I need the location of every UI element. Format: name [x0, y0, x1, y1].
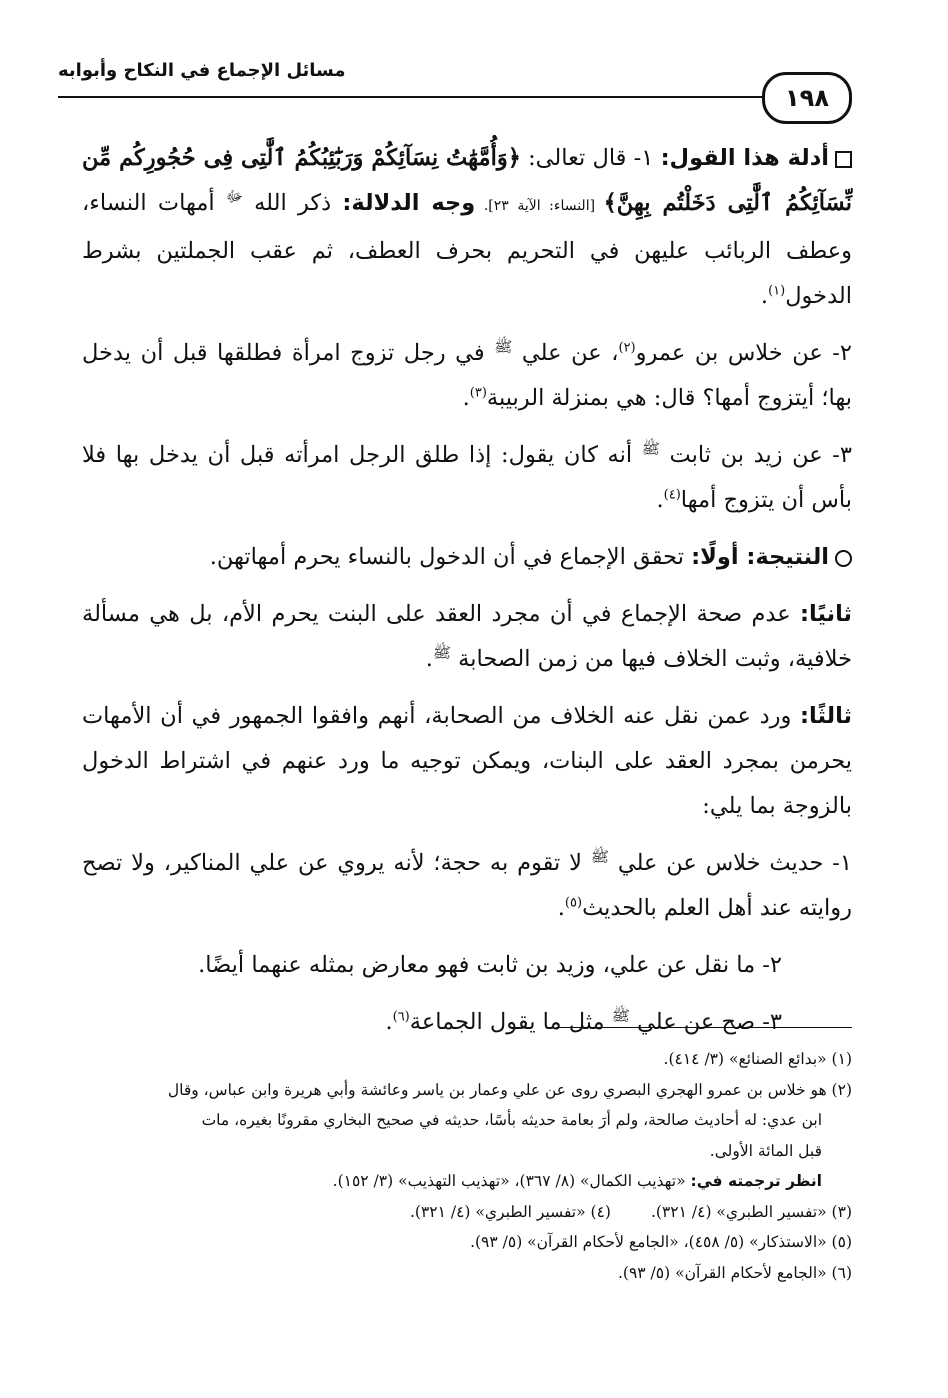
quran-verse: ﴿وَأُمَّهَٰتُ نِسَآئِكُمْ وَرَبَٰٓئِبُكُمُ ٱلَّٰتِى فِى حُجُورِكُم مِّن نِّسَآئِكُمُ ٱلَّٰتِى دَخَلْتُم بِهِنَّ﴾: [82, 145, 852, 216]
footnote-1: (١) «بدائع الصنائع» (٣/ ٤١٤).: [663, 1050, 852, 1068]
footnote-marker[interactable]: (١): [768, 283, 786, 299]
square-bullet-icon: [835, 151, 852, 168]
main-text: [82, 136, 852, 1057]
footnote-3: (٣) «تفسير الطبري» (٤/ ٣٢١).: [650, 1202, 852, 1221]
verse-reference: [النساء: الآية ٢٣].: [475, 198, 604, 214]
footnotes: [82, 1044, 852, 1288]
footnote-marker[interactable]: (٢): [618, 340, 636, 356]
footnote-5: (٥) «الاستذكار» (٥/ ٤٥٨)، «الجامع لأحكام القرآن» (٥/ ٩٣).: [470, 1233, 852, 1251]
third-label: ثالثًا:: [800, 703, 852, 729]
honorific-icon: ﷺ: [432, 643, 452, 662]
footnote-separator: [556, 1027, 852, 1028]
circle-bullet-icon: [835, 550, 852, 567]
footnote-2-continued: ابن عدي: له أحاديث صالحة، ولم أرَ بعامة حديثه بأسًا، حديثه في صحيح البخاري مقرونًا بغيره، مات: [201, 1111, 822, 1129]
running-header-title: مسائل الإجماع في النكاح وأبوابه: [58, 60, 346, 81]
list-item-3: ٣- صح عن علي $^ﷺ$ مثل ما يقول الجماعة$^{(٦)}$.: [385, 1006, 782, 1035]
paragraph-third: ثالثًا: ورد عمن نقل عنه الخلاف من الصحابة، أنهم وافقوا الجمهور في أن الأمهات يحرمن بمجرد العقد على البنات، ويمكن توجيه ما ورد عنهم في اشتراط الدخول بالزوجة بما يلي:: [82, 703, 852, 819]
paragraph-evidence: أدلة هذا القول: ١- قال تعالى: ﴿وَأُمَّهَٰتُ نِسَآئِكُمْ وَرَبَٰٓئِبُكُمُ ٱلَّٰتِى فِى حُجُورِكُم مِّن نِّسَآئِكُمُ ٱلَّٰتِى دَخَلْتُم بِهِنَّ﴾ [النساء: الآية ٢٣]. وجه الدلالة: ذكر الله $^ﷻ$ أمهات النساء، وعطف الربائب عليهن في التحريم بحرف العطف، ثم عقب الجملتين بشرط الدخول$^{(١)}$.: [82, 145, 852, 309]
footnote-marker[interactable]: (٥): [564, 895, 583, 911]
first-label: أولًا:: [691, 544, 747, 570]
paragraph-khilas: ٢- عن خلاس بن عمرو$^{(٢)}$، عن علي $^ﷺ$ في رجل تزوج امرأة فطلقها قبل أن يدخل بها؛ أيتزوج أمها؟ قال: هي بمنزلة الربيبة$^{(٣)}$.: [82, 337, 852, 411]
footnote-2-continued: قبل المائة الأولى.: [709, 1141, 822, 1160]
list-item-1: ١- حديث خلاس عن علي $^ﷺ$ لا تقوم به حجة؛ لأنه يروي عن علي المناكير، ولا تصح روايته عند أهل العلم بالحديث$^{(٥)}$.: [82, 847, 852, 921]
footnote-2-bio: انظر ترجمته في: «تهذيب الكمال» (٨/ ٣٦٧)، «تهذيب التهذيب» (٣/ ١٥٢).: [332, 1172, 822, 1190]
list-item-2: ٢- ما نقل عن علي، وزيد بن ثابت فهو معارض بمثله عنهما أيضًا.: [198, 952, 782, 978]
paragraph-result-first: النتيجة: أولًا: تحقق الإجماع في أن الدخول بالنساء يحرم أمهاتهن.: [82, 535, 852, 580]
footnote-marker[interactable]: (٦): [392, 1009, 410, 1025]
indication-heading: وجه الدلالة:: [342, 190, 476, 216]
paragraph-second: ثانيًا: عدم صحة الإجماع في أن مجرد العقد على البنت يحرم الأم، بل هي مسألة خلافية، وثبت الخلاف فيها من زمن الصحابة $^ﷺ$.: [82, 601, 852, 672]
paragraph-zayd: ٣- عن زيد بن ثابت $^ﷺ$ أنه كان يقول: إذا طلق الرجل امرأته قبل أن يدخل بها فلا بأس أن يتزوج أمها$^{(٤)}$.: [82, 439, 852, 513]
second-label: ثانيًا:: [800, 601, 852, 627]
header-rule: [58, 96, 773, 98]
evidence-heading: أدلة هذا القول:: [660, 145, 829, 171]
honorific-icon: ﷺ: [590, 847, 609, 866]
honorific-icon: ﷺ: [494, 337, 513, 356]
footnote-marker[interactable]: (٤): [663, 487, 681, 503]
honorific-icon: ﷻ: [225, 187, 243, 206]
result-heading: النتيجة:: [746, 544, 829, 570]
footnotes-3-4: [82, 1197, 852, 1228]
footnote-4: (٤) «تفسير الطبري» (٤/ ٣٢١).: [409, 1202, 611, 1221]
page-number: ١٩٨: [762, 72, 852, 124]
footnote-2: (٢) هو خلاس بن عمرو الهجري البصري روى عن علي وعمار بن ياسر وعائشة وأبي هريرة وابن عباس، وقال: [167, 1080, 852, 1099]
honorific-icon: ﷺ: [611, 1006, 630, 1025]
honorific-icon: ﷺ: [641, 439, 660, 458]
footnote-marker[interactable]: (٣): [469, 385, 487, 401]
footnote-6: (٦) «الجامع لأحكام القرآن» (٥/ ٩٣).: [617, 1263, 852, 1282]
